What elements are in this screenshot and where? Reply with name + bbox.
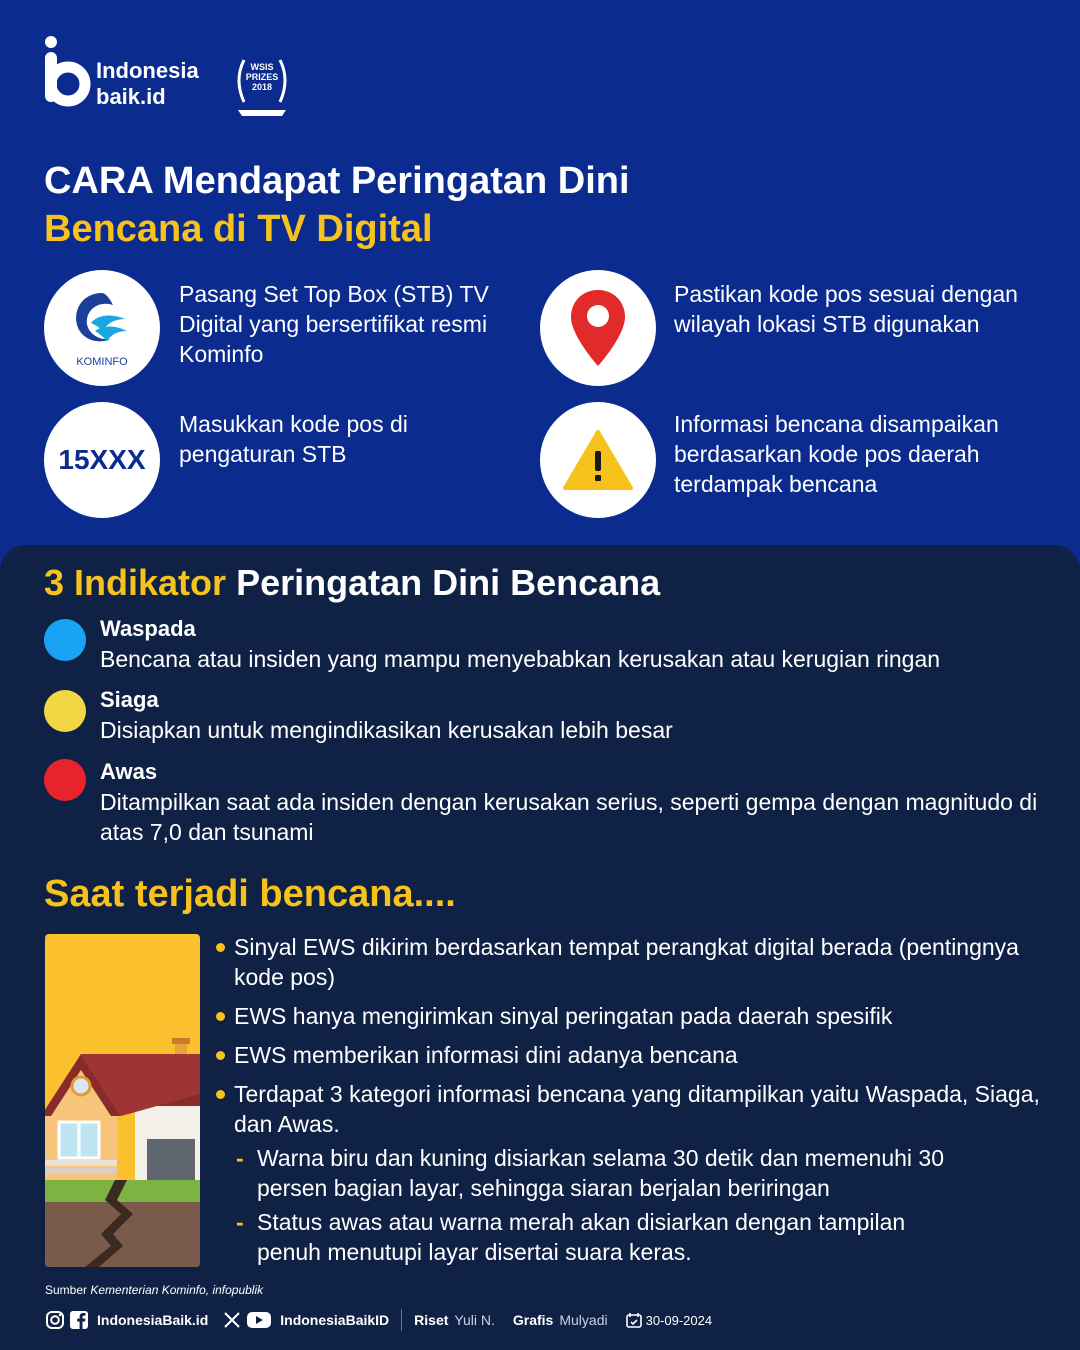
grafis-name: Mulyadi [559, 1312, 608, 1328]
step-text-1: Pasang Set Top Box (STB) TV Digital yang bersertifikat resmi Kominfo [179, 281, 489, 367]
bullet-dot-icon [216, 1012, 225, 1021]
waspada-indicator-dot [44, 619, 86, 661]
list-item [210, 932, 1050, 992]
source-label: Sumber [45, 1283, 88, 1297]
dash-icon: - [236, 1145, 244, 1171]
dash-icon: - [236, 1209, 244, 1235]
warning-icon [540, 402, 656, 518]
riset-label: Riset [414, 1312, 449, 1328]
indicators-heading-highlight: 3 Indikator [44, 562, 227, 603]
footer-handle-1[interactable]: IndonesiaBaik.id [97, 1312, 209, 1328]
awas-desc: Ditampilkan saat ada insiden dengan kerusakan serius, seperti gempa dengan magnitudo di atas 7,0 dan tsunami [100, 789, 1038, 845]
award-line-1: WSIS [250, 62, 274, 72]
wsis-award-badge [230, 50, 294, 120]
footer-bar [45, 1308, 712, 1332]
map-pin-icon [568, 288, 628, 368]
bullet-dot-icon [216, 1051, 225, 1060]
waspada-title: Waspada [100, 616, 196, 641]
zip-code-badge [44, 402, 160, 518]
award-line-3: 2018 [251, 82, 273, 92]
calendar-icon [626, 1312, 642, 1328]
kominfo-label: KOMINFO [76, 356, 128, 368]
earthquake-house-illustration [45, 934, 200, 1267]
riset-name: Yuli N. [454, 1312, 495, 1328]
bullet-text-3: EWS memberikan informasi dini adanya bencana [234, 1042, 738, 1068]
bullet-dot-icon [216, 1090, 225, 1099]
disaster-heading: Saat terjadi bencana.... [44, 873, 456, 915]
disaster-bullet-list [210, 932, 1050, 1271]
footer-handle-2[interactable]: IndonesiaBaikID [280, 1312, 390, 1328]
x-twitter-icon[interactable] [222, 1310, 242, 1330]
indicators-heading [44, 562, 660, 604]
bullet-text-2: EWS hanya mengirimkan sinyal peringatan pada daerah spesifik [234, 1003, 893, 1029]
house-crack-icon [45, 934, 200, 1267]
sub-bullet-text-2: Status awas atau warna merah akan disiarkan dengan tampilan penuh menutupi layar disertai suara keras. [257, 1209, 906, 1265]
list-item [210, 1001, 1050, 1031]
zip-code-text: 15XXX [58, 444, 146, 475]
brand-logo [44, 36, 304, 116]
brand-line2: baik.id [96, 84, 166, 109]
awas-indicator-dot [44, 759, 86, 801]
step-text-2: Pastikan kode pos sesuai dengan wilayah lokasi STB digunakan [674, 281, 1018, 337]
indonesiabaik-logo-icon [44, 36, 92, 108]
waspada-desc: Bencana atau insiden yang mampu menyebabkan kerusakan atau kerugian ringan [100, 646, 941, 672]
grafis-label: Grafis [512, 1312, 554, 1328]
bullet-dot-icon [216, 943, 225, 952]
sub-list-item [210, 1207, 957, 1267]
bullet-text-1: Sinyal EWS dikirim berdasarkan tempat perangkat digital berada (pentingnya kode pos) [234, 934, 1019, 990]
award-line-2: PRIZES [245, 72, 279, 82]
sub-list-item [210, 1143, 957, 1203]
awas-title: Awas [100, 759, 158, 784]
wsis-award-text [230, 62, 294, 108]
step-text-3: Masukkan kode pos di pengaturan STB [179, 411, 408, 467]
source-credit [45, 1283, 263, 1297]
footer-divider [401, 1309, 402, 1331]
footer-date: 30-09-2024 [645, 1312, 713, 1328]
kominfo-logo-icon [44, 270, 160, 386]
page-subtitle: Bencana di TV Digital [44, 208, 433, 250]
award-line-4: WINNER [245, 98, 279, 107]
warning-triangle-icon [563, 429, 633, 491]
instagram-icon[interactable] [45, 1310, 65, 1330]
page-title: CARA Mendapat Peringatan Dini [44, 160, 630, 202]
siaga-title: Siaga [100, 687, 159, 712]
location-pin-icon [540, 270, 656, 386]
facebook-icon[interactable] [69, 1310, 89, 1330]
sub-bullet-text-1: Warna biru dan kuning disiarkan selama 30 detik dan memenuhi 30 persen bagian layar, sehingga siaran berjalan beriringan [257, 1145, 944, 1201]
indicators-heading-rest: Peringatan Dini Bencana [236, 562, 661, 603]
brand-line1: Indonesia [96, 58, 199, 83]
bullet-text-4: Terdapat 3 kategori informasi bencana yang ditampilkan yaitu Waspada, Siaga, dan Awas. [234, 1081, 1040, 1137]
brand-name [96, 58, 199, 110]
list-item [210, 1040, 1050, 1070]
list-item [210, 1079, 1050, 1139]
siaga-desc: Disiapkan untuk mengindikasikan kerusakan lebih besar [100, 717, 673, 743]
youtube-icon[interactable] [246, 1310, 272, 1330]
step-text-4: Informasi bencana disampaikan berdasarkan kode pos daerah terdampak bencana [674, 411, 999, 497]
kominfo-emblem-icon [67, 289, 137, 349]
source-value: Kementerian Kominfo, infopublik [90, 1283, 264, 1297]
siaga-indicator-dot [44, 690, 86, 732]
